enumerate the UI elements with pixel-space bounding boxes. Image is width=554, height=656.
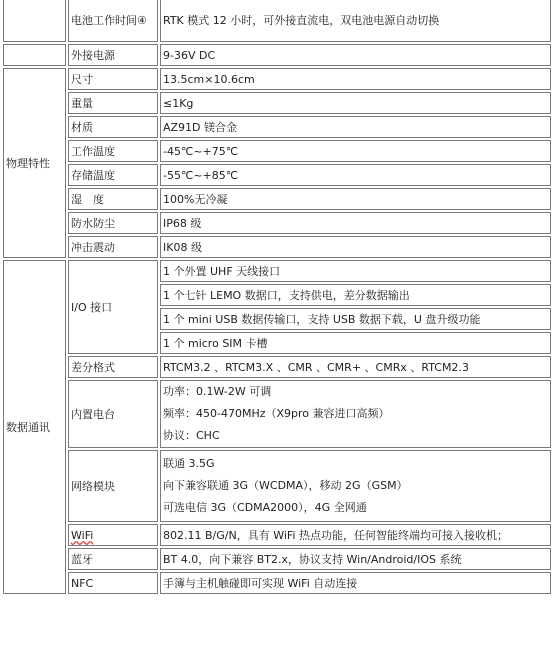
- param-value: RTCM3.2 、RTCM3.X 、CMR 、CMR+ 、CMRx 、RTCM2.3: [160, 356, 551, 378]
- param-value: RTK 模式 12 小时，可外接直流电，双电池电源自动切换: [160, 0, 551, 42]
- param-label: 蓝牙: [68, 548, 158, 570]
- spec-table: [1, 0, 553, 596]
- param-value: -45℃~+75℃: [160, 140, 551, 162]
- radio-protocol: 协议：CHC: [163, 429, 220, 442]
- param-value: ≤1Kg: [160, 92, 551, 114]
- radio-power: 功率：0.1W-2W 可调: [163, 385, 272, 398]
- param-label-io: I/O 接口: [68, 260, 158, 354]
- param-value: 1 个 micro SIM 卡槽: [160, 332, 551, 354]
- table-row: [3, 572, 551, 594]
- param-value: IP68 级: [160, 212, 551, 234]
- table-row: [3, 68, 551, 90]
- network-line: 向下兼容联通 3G（WCDMA），移动 2G（GSM）: [163, 479, 408, 492]
- param-label: 重量: [68, 92, 158, 114]
- param-label: 尺寸: [68, 68, 158, 90]
- param-label: [68, 524, 158, 546]
- param-label: 差分格式: [68, 356, 158, 378]
- category-physical: 物理特性: [3, 68, 66, 258]
- table-row: [3, 380, 551, 448]
- table-row: [3, 0, 551, 42]
- param-label: NFC: [68, 572, 158, 594]
- param-label: 防水防尘: [68, 212, 158, 234]
- table-row: [3, 524, 551, 546]
- category-cell-empty: [3, 44, 66, 66]
- param-value: -55℃~+85℃: [160, 164, 551, 186]
- table-row: [3, 356, 551, 378]
- category-cell-empty: [3, 0, 66, 42]
- radio-frequency: 频率：450-470MHz（X9pro 兼容进口高频）: [163, 407, 390, 420]
- param-label: 电池工作时间④: [68, 0, 158, 42]
- param-label: 工作温度: [68, 140, 158, 162]
- network-line: 可选电信 3G（CDMA2000），4G 全网通: [163, 501, 367, 514]
- param-value: 1 个 mini USB 数据传输口，支持 USB 数据下载，U 盘升级功能: [160, 308, 551, 330]
- wifi-label: WiFi: [71, 528, 94, 542]
- param-label: 冲击震动: [68, 236, 158, 258]
- param-value: 1 个七针 LEMO 数据口，支持供电，差分数据输出: [160, 284, 551, 306]
- param-value: 13.5cm×10.6cm: [160, 68, 551, 90]
- param-label: 内置电台: [68, 380, 158, 448]
- table-row: [3, 548, 551, 570]
- param-value: 100%无冷凝: [160, 188, 551, 210]
- param-label: 网络模块: [68, 450, 158, 522]
- table-row: [3, 140, 551, 162]
- param-value: 9-36V DC: [160, 44, 551, 66]
- param-value: 802.11 B/G/N，具有 WiFi 热点功能，任何智能终端均可接入接收机；: [160, 524, 551, 546]
- table-row: [3, 92, 551, 114]
- table-row: [3, 164, 551, 186]
- table-row: [3, 450, 551, 522]
- table-row: [3, 188, 551, 210]
- table-row: [3, 236, 551, 258]
- param-label: 湿 度: [68, 188, 158, 210]
- param-value: 1 个外置 UHF 天线接口: [160, 260, 551, 282]
- param-value: IK08 级: [160, 236, 551, 258]
- param-value-multiline: [160, 380, 551, 448]
- param-value: AZ91D 镁合金: [160, 116, 551, 138]
- category-comm: 数据通讯: [3, 260, 66, 594]
- network-line: 联通 3.5G: [163, 457, 215, 470]
- param-label: 外接电源: [68, 44, 158, 66]
- param-label: 存储温度: [68, 164, 158, 186]
- param-value-multiline: [160, 450, 551, 522]
- table-row: [3, 116, 551, 138]
- table-row: [3, 212, 551, 234]
- table-row: [3, 260, 551, 282]
- param-value: BT 4.0，向下兼容 BT2.x，协议支持 Win/Android/IOS 系统: [160, 548, 551, 570]
- param-value: 手簿与主机触碰即可实现 WiFi 自动连接: [160, 572, 551, 594]
- param-label: 材质: [68, 116, 158, 138]
- table-row: [3, 44, 551, 66]
